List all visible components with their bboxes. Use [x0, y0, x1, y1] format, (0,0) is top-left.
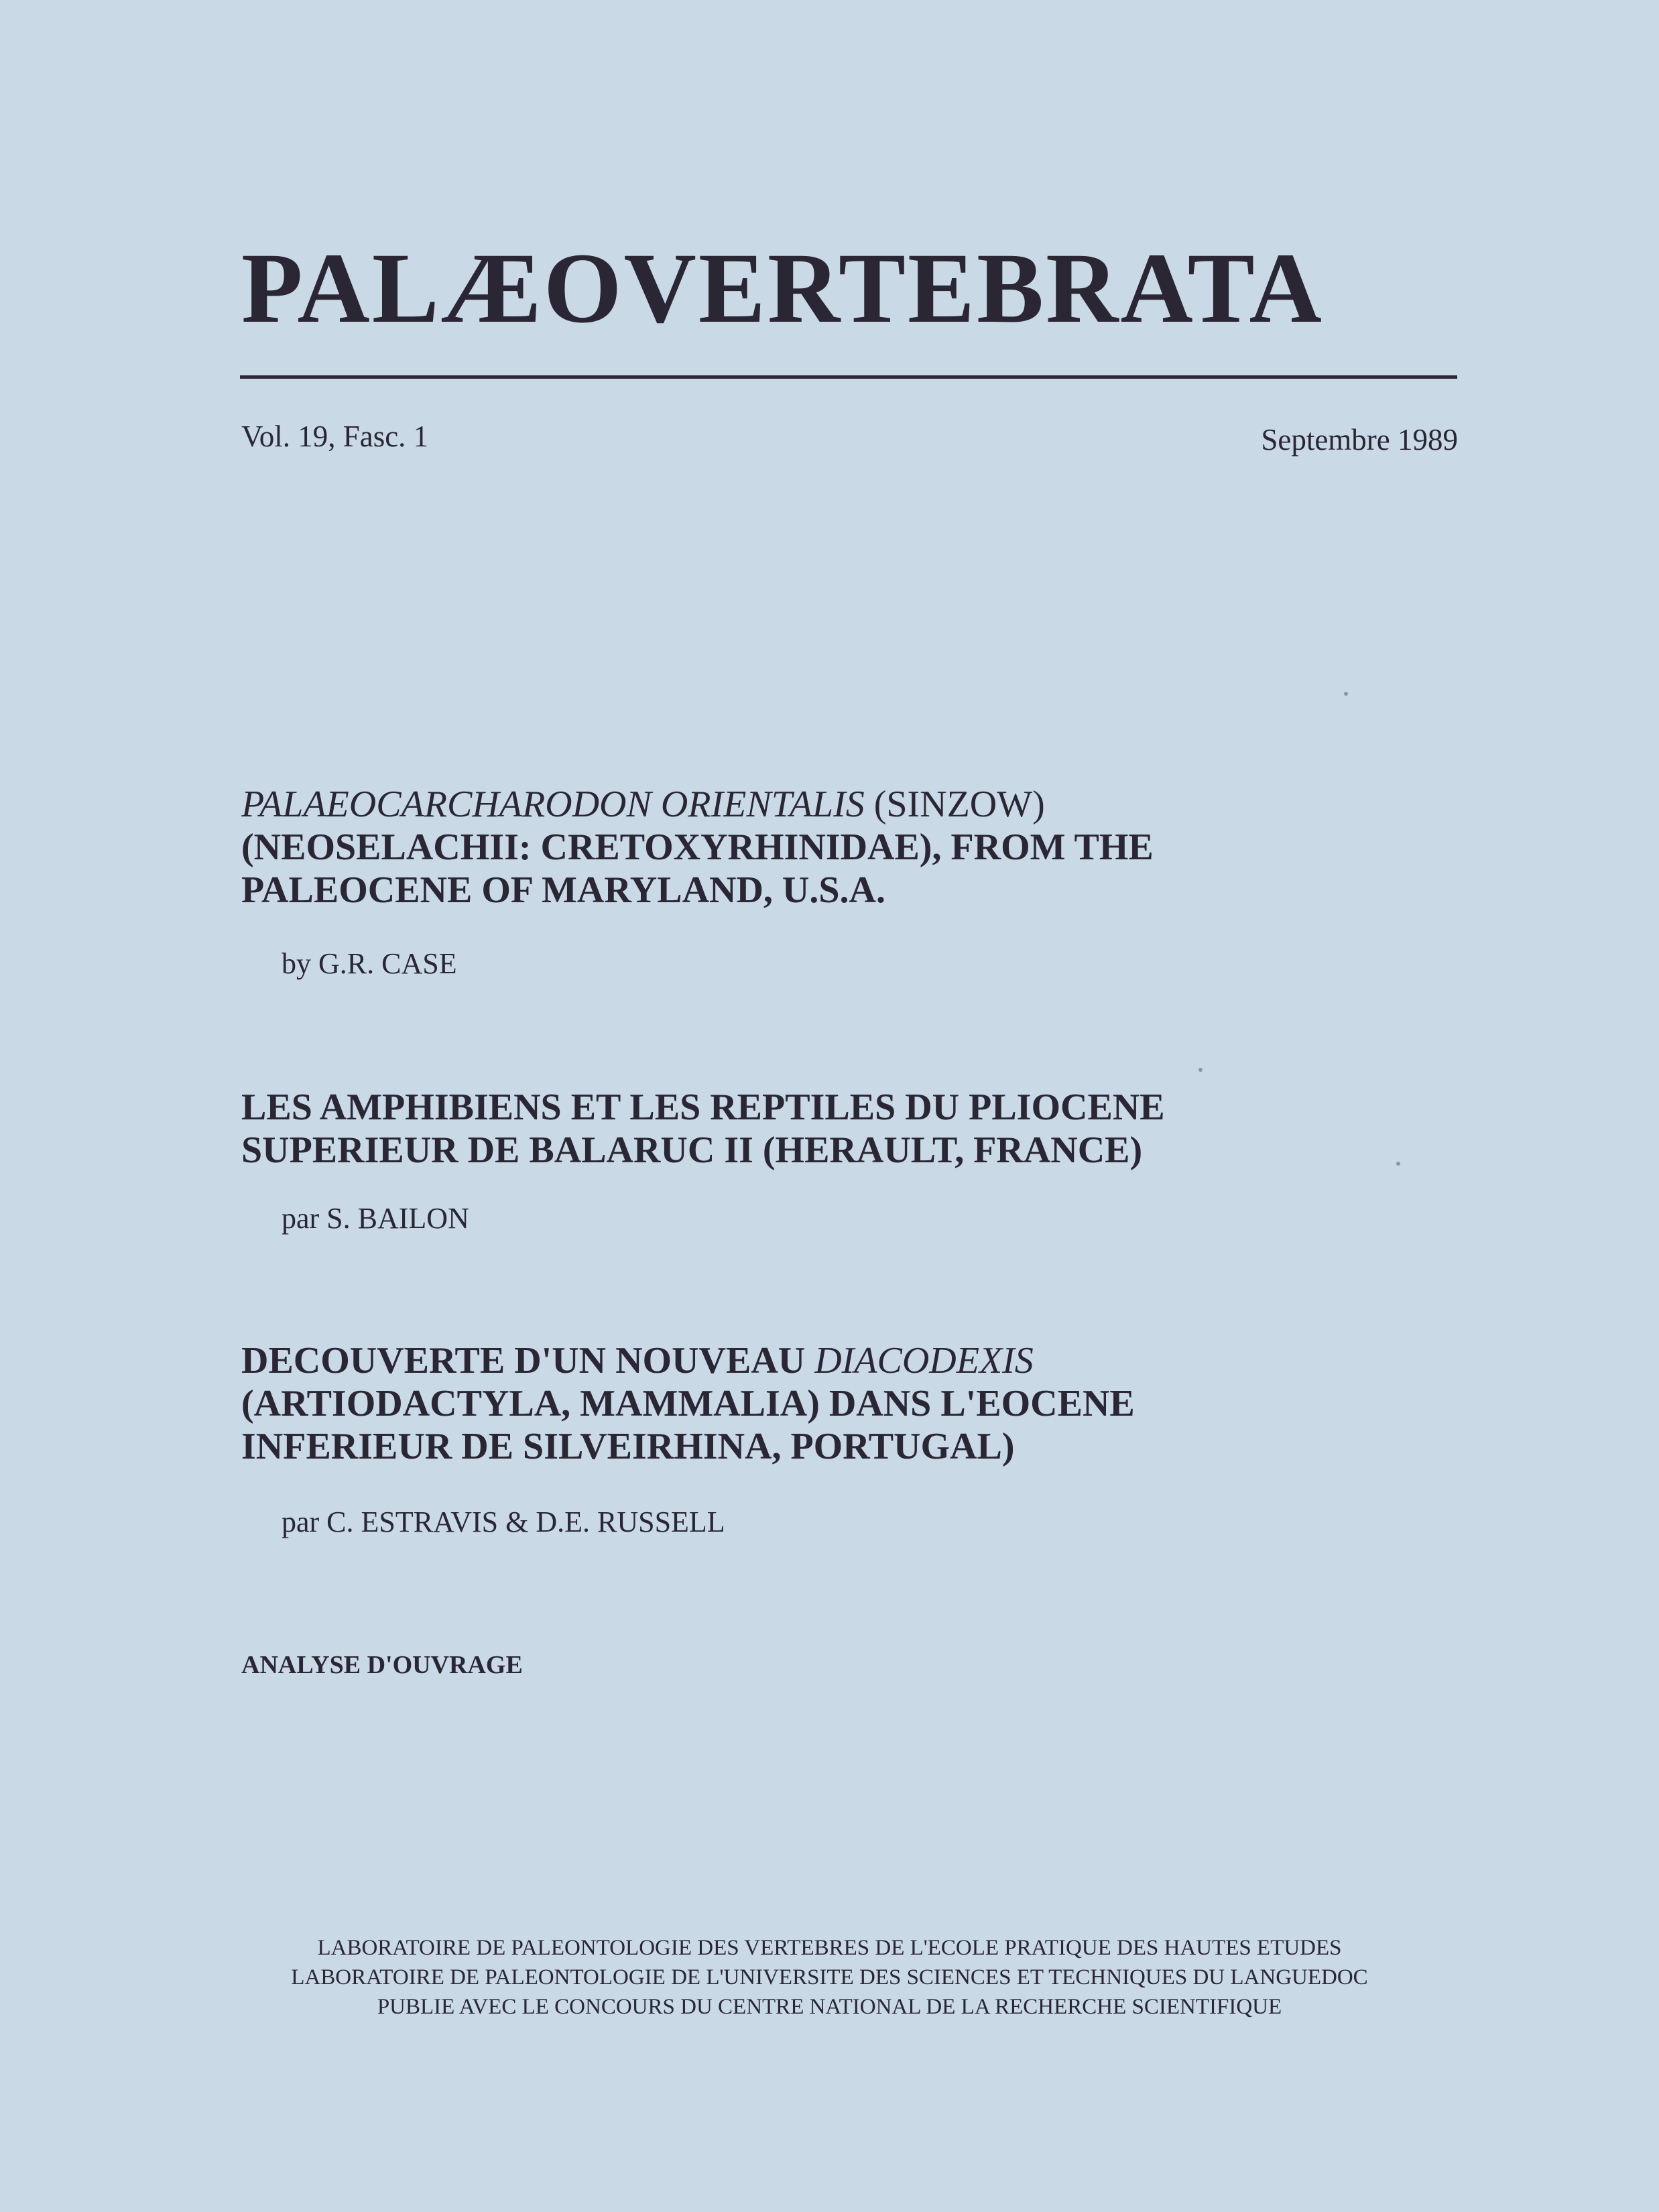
article-3-genus-name: DIACODEXIS — [814, 1340, 1034, 1381]
paper-speck — [1396, 1162, 1400, 1166]
article-3-title-line-2: (ARTIODACTYLA, MAMMALIA) DANS L'EOCENE — [241, 1383, 1135, 1424]
article-1-author: by G.R. CASE — [282, 947, 457, 980]
article-2-author: par S. BAILON — [282, 1202, 469, 1235]
paper-speck — [1199, 1068, 1203, 1072]
paper-speck — [1344, 692, 1348, 696]
footer-line-2: LABORATOIRE DE PALEONTOLOGIE DE L'UNIVERSITE DES SCIENCES ET TECHNIQUES DU LANGUEDOC — [291, 1965, 1368, 1989]
journal-title: PALÆOVERTEBRATA — [241, 233, 1324, 344]
book-review-heading: ANALYSE D'OUVRAGE — [241, 1651, 523, 1679]
article-3-title-line-3: INFERIEUR DE SILVEIRHINA, PORTUGAL) — [241, 1426, 1015, 1467]
article-1-title-line-2: (NEOSELACHII: CRETOXYRHINIDAE), FROM THE — [241, 826, 1154, 868]
article-1-title-line-1 — [241, 783, 1045, 826]
article-2-title-line-1: LES AMPHIBIENS ET LES REPTILES DU PLIOCENE — [241, 1087, 1165, 1128]
footer-line-1: LABORATOIRE DE PALEONTOLOGIE DES VERTEBRES DE L'ECOLE PRATIQUE DES HAUTES ETUDES — [317, 1936, 1342, 1960]
article-3-title-line-1 — [241, 1339, 1034, 1382]
article-3-title-line-1-pre: DECOUVERTE D'UN NOUVEAU — [241, 1340, 815, 1381]
issue-date: Septembre 1989 — [1261, 423, 1458, 456]
article-1-title-line-1-rest: (SINZOW) — [864, 784, 1045, 825]
title-rule — [240, 375, 1457, 379]
article-1-species-name: PALAEOCARCHARODON ORIENTALIS — [241, 784, 865, 825]
footer-line-3: PUBLIE AVEC LE CONCOURS DU CENTRE NATIONAL DE LA RECHERCHE SCIENTIFIQUE — [377, 1995, 1282, 2019]
article-1-title-line-3: PALEOCENE OF MARYLAND, U.S.A. — [241, 869, 885, 911]
issue-number: Vol. 19, Fasc. 1 — [241, 420, 429, 453]
article-3-author: par C. ESTRAVIS & D.E. RUSSELL — [282, 1506, 725, 1538]
article-2-title-line-2: SUPERIEUR DE BALARUC II (HERAULT, FRANCE) — [241, 1129, 1143, 1171]
